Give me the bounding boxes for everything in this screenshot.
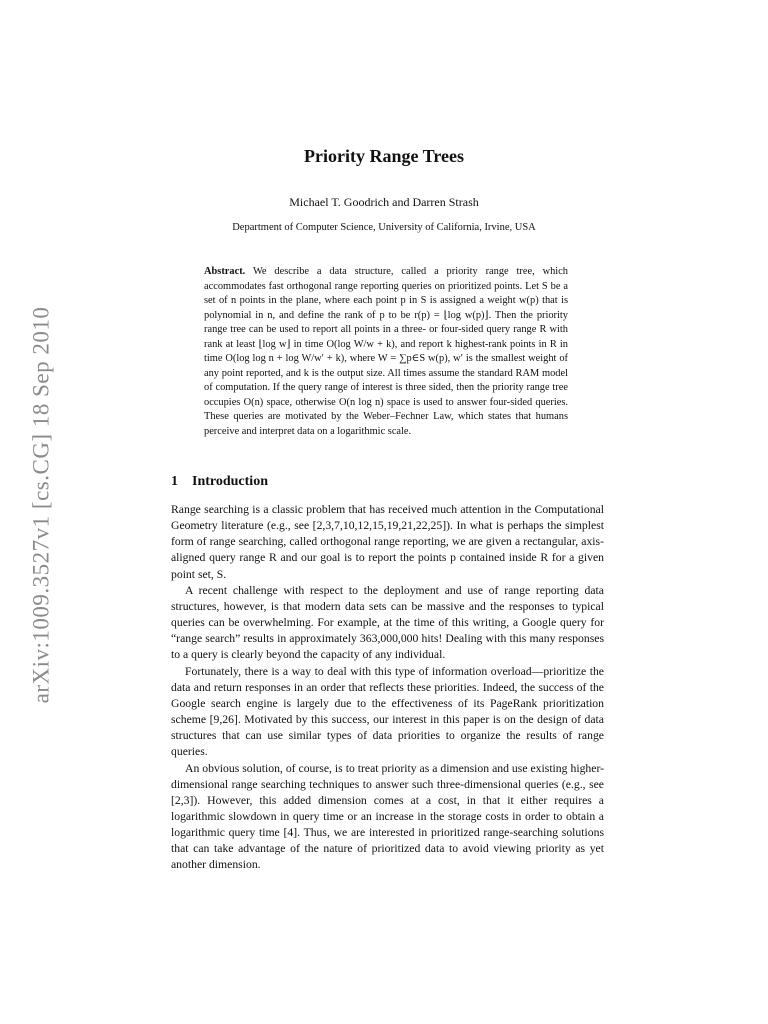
section-title: Introduction: [192, 474, 268, 489]
abstract-text: We describe a data structure, called a priority range tree, which accommodates fast orthogonal range reporting queries on prioritized points. Let S be a set of n points in the plane, where each point p in S is assigned a weight w(p) that is polynomial in n, and define the rank of p to be r(p) = ⌊log w(p)⌋. Then the priority range tree can be used to report all points in a three- or four-sided query range R with rank at least ⌊log w⌋ in time O(log W/w + k), and report k highest-rank points in R in time O(log log n + log W/w′ + k), where W = ∑p∈S w(p), w′ is the smallest weight of any point reported, and k is the output size. All times assume the standard RAM model of computation. If the query range of interest is three sided, then the priority range tree occupies O(n) space, otherwise O(n log n) space is used to answer four-sided queries. These queries are motivated by the Weber–Fechner Law, which states that humans perceive and interpret data on a logarithmic scale.: [204, 266, 568, 438]
paragraph-2: A recent challenge with respect to the deployment and use of range reporting data structures, however, is that modern data sets can be massive and the responses to typical queries can be overwhelming. For example, at the time of this writing, a Google query for “range search” results in approximately 363,000,000 hits! Dealing with this many responses to a query is clearly beyond the capacity of any individual.: [171, 583, 604, 662]
paragraph-4: An obvious solution, of course, is to treat priority as a dimension and use existing higher-dimensional range searching techniques to answer such three-dimensional queries (e.g., see [2,3]). However, this added dimension comes at a cost, in that it either requires a logarithmic slowdown in query time or an increase in the storage costs in order to obtain a logarithmic query time [4]. Thus, we are interested in prioritized range-searching solutions that can take advantage of the nature of prioritized data to avoid viewing priority as yet another dimension.: [171, 761, 604, 872]
paragraph-3: Fortunately, there is a way to deal with this type of information overload—prioritize the data and return responses in an order that reflects these priorities. Indeed, the success of the Google search engine is largely due to the effectiveness of its PageRank prioritization scheme [9,26]. Motivated by this success, our interest in this paper is on the design of data structures that can use similar types of data priorities to organize the results of range queries.: [171, 664, 604, 759]
paper-authors: Michael T. Goodrich and Darren Strash: [289, 195, 479, 209]
section-number: 1: [171, 474, 178, 489]
paper-title: Priority Range Trees: [304, 146, 464, 166]
arxiv-identifier: arXiv:1009.3527v1 [cs.CG] 18 Sep 2010: [28, 306, 53, 704]
introduction-body: [171, 502, 604, 874]
section-heading-introduction: [171, 474, 268, 490]
paragraph-1: Range searching is a classic problem that has received much attention in the Computational Geometry literature (e.g., see [2,3,7,10,12,15,19,21,22,25]). In what is perhaps the simplest form of range searching, called orthogonal range reporting, we are given a rectangular, axis-aligned query range R and our goal is to report the points p contained inside R for a given point set, S.: [171, 503, 604, 581]
arxiv-identifier-stamp: [2, 270, 80, 740]
abstract-label: Abstract.: [204, 266, 246, 277]
paper-affiliation: Department of Computer Science, University of California, Irvine, USA: [232, 222, 536, 233]
abstract-block: [204, 265, 568, 440]
